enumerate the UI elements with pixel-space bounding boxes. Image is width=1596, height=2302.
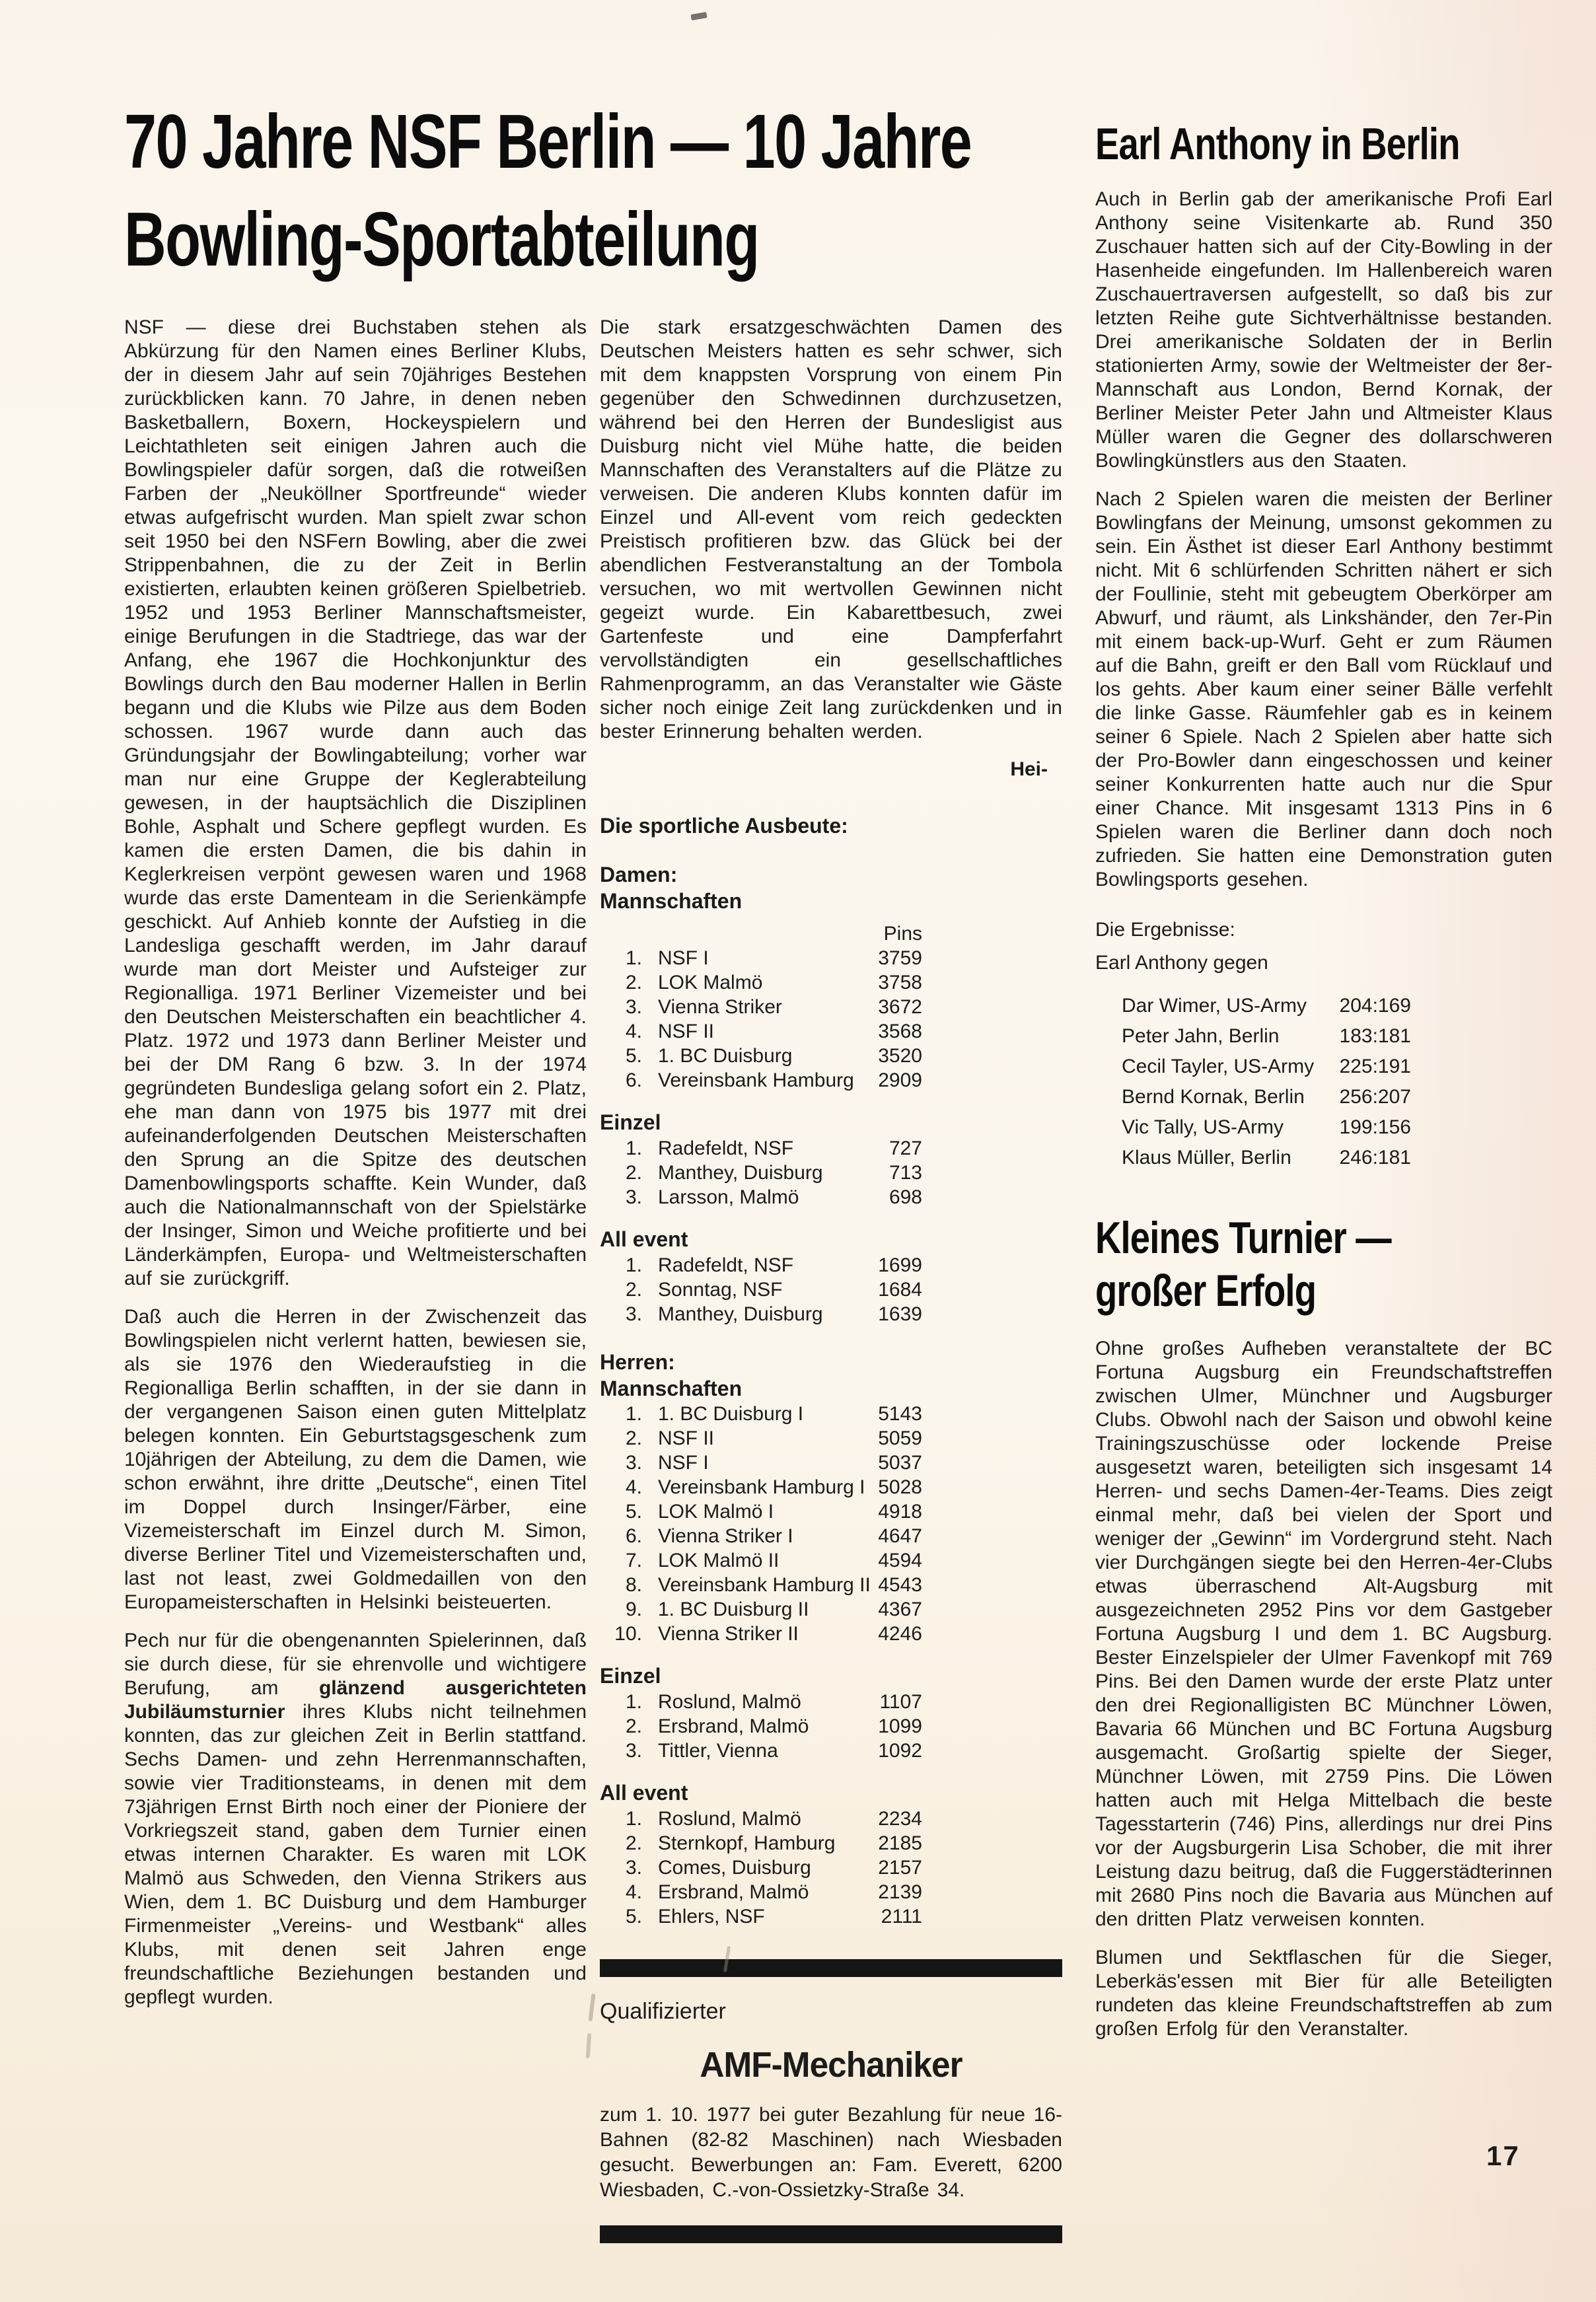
pins-value: 1099 bbox=[878, 1715, 922, 1737]
rank: 3. bbox=[625, 1303, 642, 1325]
player-name: Manthey, Duisburg bbox=[658, 1162, 823, 1184]
match-score: 183:181 bbox=[1339, 1025, 1411, 1047]
rank: 2. bbox=[625, 1832, 642, 1854]
body-paragraph: Blumen und Sektflaschen für die Sieger, Leberkäs'essen mit Bier für alle Beteiligten rundeten das kleine Freundschaftstreffen ab zum großen Erfolg für den Veranstalter. bbox=[1095, 1947, 1552, 2040]
pins-value: 3672 bbox=[878, 996, 922, 1018]
list-damen-mannschaften bbox=[600, 946, 1062, 1093]
team-name: NSF I bbox=[658, 1452, 709, 1474]
pins-value: 2157 bbox=[878, 1857, 922, 1879]
opponent-name: Bernd Kornak, Berlin bbox=[1122, 1086, 1305, 1108]
divider-bar-bottom bbox=[600, 2225, 1062, 2243]
result-row bbox=[600, 970, 1062, 995]
result-row bbox=[600, 1548, 1062, 1573]
rank: 5. bbox=[625, 1906, 642, 1927]
ad-title: AMF-Mechaniker bbox=[700, 2045, 962, 2085]
ad-kicker: Qualifizierter bbox=[600, 1999, 726, 2024]
pins-value: 727 bbox=[889, 1137, 922, 1159]
result-row bbox=[600, 1277, 1062, 1302]
rank: 4. bbox=[625, 1881, 642, 1903]
opponent-name: Peter Jahn, Berlin bbox=[1122, 1025, 1280, 1047]
group-label: Mannschaften bbox=[600, 889, 743, 913]
team-name: NSF I bbox=[658, 947, 709, 969]
rank: 6. bbox=[625, 1069, 642, 1091]
result-row bbox=[600, 1426, 1062, 1451]
opponent-row bbox=[1095, 1082, 1552, 1112]
pins-value: 4543 bbox=[878, 1574, 922, 1596]
rank: 3. bbox=[625, 1857, 642, 1879]
body-paragraph: Auch in Berlin gab der amerikanische Profi Earl Anthony seine Visitenkarte ab. Rund 350 Zuschauer hatten sich auf der City-Bowling in der Hasenheide eingefunden. Im Hallenbereich waren Zuschauertraversen aufgestellt, so daß bis zur letzten Reihe gute Sichtverhältnisse bestanden. Drei amerikanische Soldaten der in Berlin stationierten Army, sowie der Weltmeister der 8er-Mannschaft aus London, Bernd Kornak, der Berliner Meister Peter Jahn und Altmeister Klaus Müller waren die Gegner des dollarschweren Bowlingkünstlers aus den Staaten. bbox=[1095, 188, 1552, 472]
rank: 7. bbox=[625, 1550, 642, 1571]
result-row bbox=[600, 1253, 1062, 1277]
ad-body-text: zum 1. 10. 1977 bei guter Bezahlung für neue 16-Bahnen (82-82 Maschinen) nach Wiesbaden gesucht. Bewerbungen an: Fam. Everett, 6200 Wiesbaden, C.-von-Ossietzky-Straße 34. bbox=[600, 2104, 1062, 2201]
result-row bbox=[600, 1573, 1062, 1597]
player-name: Sternkopf, Hamburg bbox=[658, 1832, 836, 1854]
author-byline: Hei- bbox=[1010, 758, 1048, 780]
results-intro-label: Die Ergebnisse: bbox=[1095, 919, 1235, 941]
pins-value: 3758 bbox=[878, 972, 922, 993]
paragraph-text: ihres Klubs nicht teilnehmen konnten, das zur gleichen Zeit in Berlin stattfand. Sechs Damen- und zehn Herrenmannschaften, sowie vier Traditionsteams, in denen mit dem 73jährigen Ernst Birth noch einer der Pioniere der Vorkriegszeit stand, gaben dem Turnier einen etwas internen Charakter. Es waren mit LOK Malmö aus Schweden, den Vienna Strikers aus Wien, dem 1. BC Duisburg und dem Hamburger Firmenmeister „Vereins- und Westbank“ alles Klubs, mit denen seit Jahren enge freundschaftliche Beziehungen bestanden und gepflegt wurden. bbox=[124, 1701, 587, 2008]
pins-value: 2185 bbox=[878, 1832, 922, 1854]
result-row bbox=[600, 1739, 1062, 1763]
rank: 2. bbox=[625, 972, 642, 993]
pins-value: 4367 bbox=[878, 1599, 922, 1620]
paragraph-text: Pech nur für die obengenannten Spielerinnen, daß sie durch diese, für sie ehrenvolle und wichtigere Berufung, am bbox=[124, 1630, 587, 1699]
pins-value: 2111 bbox=[881, 1906, 922, 1927]
opponent-row bbox=[1095, 1112, 1552, 1143]
subsection-einzel: Einzel bbox=[600, 1110, 661, 1134]
rank: 2. bbox=[625, 1715, 642, 1737]
team-name: LOK Malmö I bbox=[658, 1501, 774, 1523]
pins-value: 3759 bbox=[878, 947, 922, 969]
opponent-row bbox=[1095, 1143, 1552, 1173]
pins-value: 3520 bbox=[878, 1045, 922, 1067]
result-row bbox=[600, 1044, 1062, 1068]
result-row bbox=[600, 1302, 1062, 1326]
pins-value: 698 bbox=[889, 1186, 922, 1208]
result-row bbox=[600, 1855, 1062, 1880]
player-name: Tittler, Vienna bbox=[658, 1740, 778, 1762]
opponent-row bbox=[1095, 991, 1552, 1021]
pins-value: 5059 bbox=[878, 1427, 922, 1449]
body-paragraph bbox=[124, 1629, 587, 2009]
player-name: Sonntag, NSF bbox=[658, 1279, 783, 1301]
rank: 1. bbox=[625, 1137, 642, 1159]
result-row bbox=[600, 1831, 1062, 1855]
team-name: Vereinsbank Hamburg bbox=[658, 1069, 854, 1091]
player-name: Ersbrand, Malmö bbox=[658, 1715, 809, 1737]
list-herren-mannschaften bbox=[600, 1402, 1062, 1646]
result-row bbox=[600, 1597, 1062, 1622]
player-name: Roslund, Malmö bbox=[658, 1691, 801, 1713]
list-herren-allevent bbox=[600, 1807, 1062, 1929]
bold-phrase: glänzend ausgerichteten Jubiläumsturnier bbox=[124, 1677, 587, 1723]
opponent-row bbox=[1095, 1021, 1552, 1052]
rank: 2. bbox=[625, 1427, 642, 1449]
article-headline bbox=[124, 92, 1078, 288]
player-name: Roslund, Malmö bbox=[658, 1808, 801, 1830]
pins-value: 5143 bbox=[878, 1403, 922, 1425]
result-row bbox=[600, 995, 1062, 1019]
pins-column-header: Pins bbox=[883, 923, 922, 945]
opponent-name: Klaus Müller, Berlin bbox=[1122, 1147, 1291, 1169]
team-name: 1. BC Duisburg bbox=[658, 1045, 793, 1067]
team-name: Vienna Striker I bbox=[658, 1525, 793, 1547]
divider-bar-top bbox=[600, 1959, 1062, 1977]
body-paragraph: Nach 2 Spielen waren die meisten der Berliner Bowlingfans der Meinung, umsonst gekommen zu sein. Ein Ästhet ist dieser Earl Anthony bestimmt nicht. Mit 6 schlürfenden Schritten nähert er sich der Foullinie, steht mit gebeugtem Oberkörper am Abwurf, und räumt, als Linkshänder, den 7er-Pin mit einem back-up-Wurf. Geht er zum Räumen auf die Bahn, greift er den Ball vom Rücklauf und los gehts. Aber kaum einer seiner Bälle verfehlt die linke Gasse. Räumfehler gab es in keinem seiner 6 Spiele. Nach 2 Spielen aber hatte sich der Pro-Bowler dann eingeschossen und keiner seiner Konkurrenten hatte auch nur die Spur einer Chance. Mit insgesamt 1313 Pins in 6 Spielen waren die Berliner dann doch noch zufrieden. Sie hatten eine Demonstration guten Bowlingsports gesehen. bbox=[1095, 488, 1552, 890]
opponent-name: Dar Wimer, US-Army bbox=[1122, 995, 1307, 1017]
pins-value: 3568 bbox=[878, 1021, 922, 1042]
player-name: Ersbrand, Malmö bbox=[658, 1881, 809, 1903]
opponent-row bbox=[1095, 1052, 1552, 1082]
pins-value: 1092 bbox=[878, 1740, 922, 1762]
player-name: Radefeldt, NSF bbox=[658, 1254, 794, 1276]
body-paragraph: NSF — diese drei Buchstaben stehen als Abkürzung für den Namen eines Berliner Klubs, der in diesem Jahr auf sein 70jähriges Bestehen zurückblicken kann. 70 Jahre, in denen neben Basketballern, Boxern, Hockeyspielern und Leichtathleten seit einigen Jahren auch die Bowlingspieler dafür sorgen, daß die rotweißen Farben der „Neuköllner Sportfreunde“ wieder etwas aufgefrischt wurden. Man spielt zwar schon seit 1950 bei den NSFern Bowling, aber die zwei Strippenbahnen, die zu der Zeit in Berlin existierten, erlaubten keinen größeren Spielbetrieb. 1952 und 1953 Berliner Mannschaftsmeister, einige Berufungen in die Stadtriege, das war der Anfang, ehe 1967 die Hochkonjunktur des Bowlings durch den Bau moderner Hallen in Berlin begann und die Klubs wie Pilze aus dem Boden schossen. 1967 wurde dann auch das Gründungsjahr der Bowlingabteilung; vorher war man nur eine Gruppe der Keglerabteilung gewesen, in der hauptsächlich die Disziplinen Bohle, Asphalt und Schere gepflegt wurden. Es kamen die ersten Damen, die bis dahin in Keglerkreisen verpönt gewesen waren und 1968 wurde das erste Damenteam in die Serienkämpfe geschickt. Auf Anhieb konnte der Aufstieg in die Landesliga geschafft werden, im Jahr darauf wurde man dort Meister und Aufsteiger zur Regionalliga. 1971 Berliner Vizemeister und bei den Deutschen Meisterschaften ein beachtlicher 4. Platz. 1972 und 1973 dann Berliner Meister und bei der DM Rang 6 bzw. 3. In der 1974 gegründeten Bundesliga gelang sofort ein 2. Platz, ehe man dann von 1975 bis 1977 mit drei aufeinanderfolgenden Deutschen Meisterschaften den Sprung an die Spitze des deutschen Damenbowlingsports schaffte. Kein Wunder, daß auch die Nationalmannschaft von der Spielstärke der Insinger, Simon und Weiche profitierte und bei Länderkämpfen, Europa- und Weltmeisterschaften auf sie zurückgriff. bbox=[124, 316, 587, 1289]
pins-value: 2909 bbox=[878, 1069, 922, 1091]
team-name: LOK Malmö II bbox=[658, 1550, 780, 1571]
result-row bbox=[600, 1714, 1062, 1739]
result-row bbox=[600, 1185, 1062, 1209]
result-row bbox=[600, 946, 1062, 970]
rank: 2. bbox=[625, 1162, 642, 1184]
subsection-allevent: All event bbox=[600, 1781, 688, 1805]
team-name: 1. BC Duisburg I bbox=[658, 1403, 804, 1425]
body-paragraph: Ohne großes Aufheben veranstaltete der BC Fortuna Augsburg ein Freundschaftstreffen zwischen Ulmer, Münchner und Augsburger Clubs. Obwohl nach der Saison und obwohl keine Trainingszuschüsse oder lockende Preise ausgesetzt waren, beteiligten sich insgesamt 14 Herren- und sechs Damen-4er-Teams. Dies zeigt einmal mehr, daß bei vielen der Sport und weniger der „Gewinn“ im Vordergrund steht. Nach vier Durchgängen siegte bei den Herren-4er-Clubs etwas überraschend Alt-Augsburg mit ausgezeichneten 2952 Pins vor dem Gastgeber Fortuna Augsburg I und dem 1. BC Augsburg. Bester Einzelspieler der Ulmer Favenkopf mit 769 Pins. Bei den Damen wurde der erste Platz unter den drei Regionalligisten BC Münchner Löwen, Bavaria 66 München und BC Fortuna Augsburg ausgemacht. Großartig spielte der Sieger, Münchner Löwen, mit 2759 Pins. Die Löwen hatten auch mit Helga Mittelbach die beste Tagesstarterin (746) Pins, allerdings nur drei Pins vor der Augsburgerin Lisa Schober, die mit ihrer Leistung dazu beitrug, daß die Fuggerstädterinnen mit 2680 Pins noch die Bavaria aus München auf den dritten Platz verweisen konnten. bbox=[1095, 1338, 1552, 1930]
group-label: Mannschaften bbox=[600, 1377, 743, 1400]
opponent-name: Cecil Tayler, US-Army bbox=[1122, 1056, 1315, 1077]
group-label: Damen: bbox=[600, 863, 678, 886]
result-row bbox=[600, 1690, 1062, 1714]
scan-artifact bbox=[586, 2033, 592, 2058]
rank: 3. bbox=[625, 1186, 642, 1208]
result-row bbox=[600, 1622, 1062, 1646]
list-damen-allevent bbox=[600, 1253, 1062, 1326]
team-name: NSF II bbox=[658, 1021, 715, 1042]
match-score: 246:181 bbox=[1339, 1147, 1411, 1169]
column-middle bbox=[600, 316, 1062, 2243]
pins-value: 1684 bbox=[878, 1279, 922, 1301]
opponent-name: Vic Tally, US-Army bbox=[1122, 1116, 1284, 1138]
result-row bbox=[600, 1136, 1062, 1161]
match-score: 199:156 bbox=[1339, 1116, 1411, 1138]
versus-label: Earl Anthony gegen bbox=[1095, 952, 1268, 974]
rank: 1. bbox=[625, 1403, 642, 1425]
body-paragraph: Daß auch die Herren in der Zwischenzeit das Bowlingspielen nicht verlernt hatten, bewiesen sie, als sie 1976 den Wiederaufstieg in die Regionalliga Berlin schafften, in der sie dann in der vergangenen Saison einen guten Mittelplatz belegen konnten. Ein Geburtstagsgeschenk zum 10jährigen der Abteilung, zu dem die Damen, wie schon erwähnt, ihre dritte „Deutsche“, einen Titel im Doppel durch Insinger/Färber, eine Vizemeisterschaft im Einzel durch M. Simon, diverse Berliner Titel und Vizemeisterschaften und, last not least, zwei Goldmedaillen von den Europameisterschaften in Helsinki beisteuerten. bbox=[124, 1306, 587, 1613]
result-row bbox=[600, 1019, 1062, 1044]
pins-value: 2234 bbox=[878, 1808, 922, 1830]
list-damen-einzel bbox=[600, 1136, 1062, 1209]
rank: 2. bbox=[625, 1279, 642, 1301]
pins-value: 4918 bbox=[878, 1501, 922, 1523]
results-section-title: Die sportliche Ausbeute: bbox=[600, 814, 848, 838]
rank: 4. bbox=[625, 1476, 642, 1498]
pins-value: 5028 bbox=[878, 1476, 922, 1498]
result-row bbox=[600, 1904, 1062, 1929]
result-row bbox=[600, 1068, 1062, 1093]
result-row bbox=[600, 1499, 1062, 1524]
column-right bbox=[1095, 118, 1552, 2056]
rank: 1. bbox=[625, 1808, 642, 1830]
column-left bbox=[124, 316, 587, 2024]
group-label: Herren: bbox=[600, 1350, 675, 1374]
headline-line-1: 70 Jahre NSF Berlin — 10 Jahre bbox=[124, 98, 972, 184]
scan-artifact bbox=[690, 12, 707, 20]
earl-article-heading: Earl Anthony in Berlin bbox=[1095, 119, 1460, 169]
rank: 3. bbox=[625, 1452, 642, 1474]
subsection-allevent: All event bbox=[600, 1227, 688, 1251]
rank: 6. bbox=[625, 1525, 642, 1547]
rank: 9. bbox=[625, 1599, 642, 1620]
tournament-heading-line-1: Kleines Turnier — bbox=[1095, 1213, 1391, 1263]
player-name: Larsson, Malmö bbox=[658, 1186, 799, 1208]
team-name: LOK Malmö bbox=[658, 972, 763, 993]
team-name: Vereinsbank Hamburg I bbox=[658, 1476, 865, 1498]
job-ad bbox=[600, 1959, 1062, 2243]
result-row bbox=[600, 1807, 1062, 1831]
tournament-article-heading bbox=[1095, 1211, 1461, 1317]
result-row bbox=[600, 1475, 1062, 1499]
pins-value: 4594 bbox=[878, 1550, 922, 1571]
team-name: 1. BC Duisburg II bbox=[658, 1599, 809, 1620]
player-name: Radefeldt, NSF bbox=[658, 1137, 794, 1159]
rank: 5. bbox=[625, 1501, 642, 1523]
group-header-damen bbox=[600, 861, 1062, 914]
group-header-herren bbox=[600, 1349, 1062, 1402]
scan-artifact bbox=[588, 1994, 595, 2021]
subsection-einzel: Einzel bbox=[600, 1664, 661, 1688]
pins-value: 5037 bbox=[878, 1452, 922, 1474]
team-name: NSF II bbox=[658, 1427, 715, 1449]
pins-value: 1699 bbox=[878, 1254, 922, 1276]
match-score: 225:191 bbox=[1339, 1056, 1411, 1077]
pins-value: 4647 bbox=[878, 1525, 922, 1547]
list-herren-einzel bbox=[600, 1690, 1062, 1763]
match-score: 204:169 bbox=[1339, 995, 1411, 1017]
rank: 3. bbox=[625, 996, 642, 1018]
result-row bbox=[600, 1402, 1062, 1426]
player-name: Manthey, Duisburg bbox=[658, 1303, 823, 1325]
rank: 4. bbox=[625, 1021, 642, 1042]
rank: 1. bbox=[625, 947, 642, 969]
rank: 8. bbox=[625, 1574, 642, 1596]
pins-value: 713 bbox=[889, 1162, 922, 1184]
page-number: 17 bbox=[1486, 2140, 1520, 2171]
pins-value: 4246 bbox=[878, 1623, 922, 1645]
pins-value: 1107 bbox=[879, 1691, 922, 1713]
match-score: 256:207 bbox=[1339, 1086, 1411, 1108]
earl-results-list bbox=[1095, 991, 1552, 1173]
body-paragraph: Die stark ersatzgeschwächten Damen des Deutschen Meisters hatten es sehr schwer, sich mit dem knappsten Vorsprung von einem Pin gegenüber den Schwedinnen durchzusetzen, während bei den Herren der Bundesligist aus Duisburg nicht viel Mühe hatte, die beiden Mannschaften des Veranstalters auf die Plätze zu verweisen. Die anderen Klubs konnten dafür im Einzel und All-event vom reich gedeckten Preistisch profitieren bzw. das Glück bei der abendlichen Festveranstaltung an der Tombola versuchen, wo mit wertvollen Gewinnen nicht gegeizt wurde. Ein Kabarettbesuch, zwei Gartenfeste und eine Dampferfahrt vervollständigten ein gesellschaftliches Rahmenprogramm, an das Veranstalter wie Gäste sicher noch einige Zeit lang zurückdenken und in bester Erinnerung behalten werden. bbox=[600, 316, 1062, 742]
result-row bbox=[600, 1524, 1062, 1548]
result-row bbox=[600, 1880, 1062, 1904]
rank: 1. bbox=[625, 1691, 642, 1713]
player-name: Comes, Duisburg bbox=[658, 1857, 811, 1879]
result-row bbox=[600, 1451, 1062, 1475]
pins-value: 1639 bbox=[878, 1303, 922, 1325]
team-name: Vienna Striker bbox=[658, 996, 782, 1018]
rank: 10. bbox=[614, 1623, 642, 1645]
headline-line-2: Bowling-Sportabteilung bbox=[124, 196, 759, 282]
result-row bbox=[600, 1161, 1062, 1185]
tournament-heading-line-2: großer Erfolg bbox=[1095, 1266, 1317, 1316]
rank: 1. bbox=[625, 1254, 642, 1276]
team-name: Vienna Striker II bbox=[658, 1623, 799, 1645]
pins-value: 2139 bbox=[878, 1881, 922, 1903]
team-name: Vereinsbank Hamburg II bbox=[658, 1574, 871, 1596]
rank: 5. bbox=[625, 1045, 642, 1067]
player-name: Ehlers, NSF bbox=[658, 1906, 765, 1927]
rank: 3. bbox=[625, 1740, 642, 1762]
